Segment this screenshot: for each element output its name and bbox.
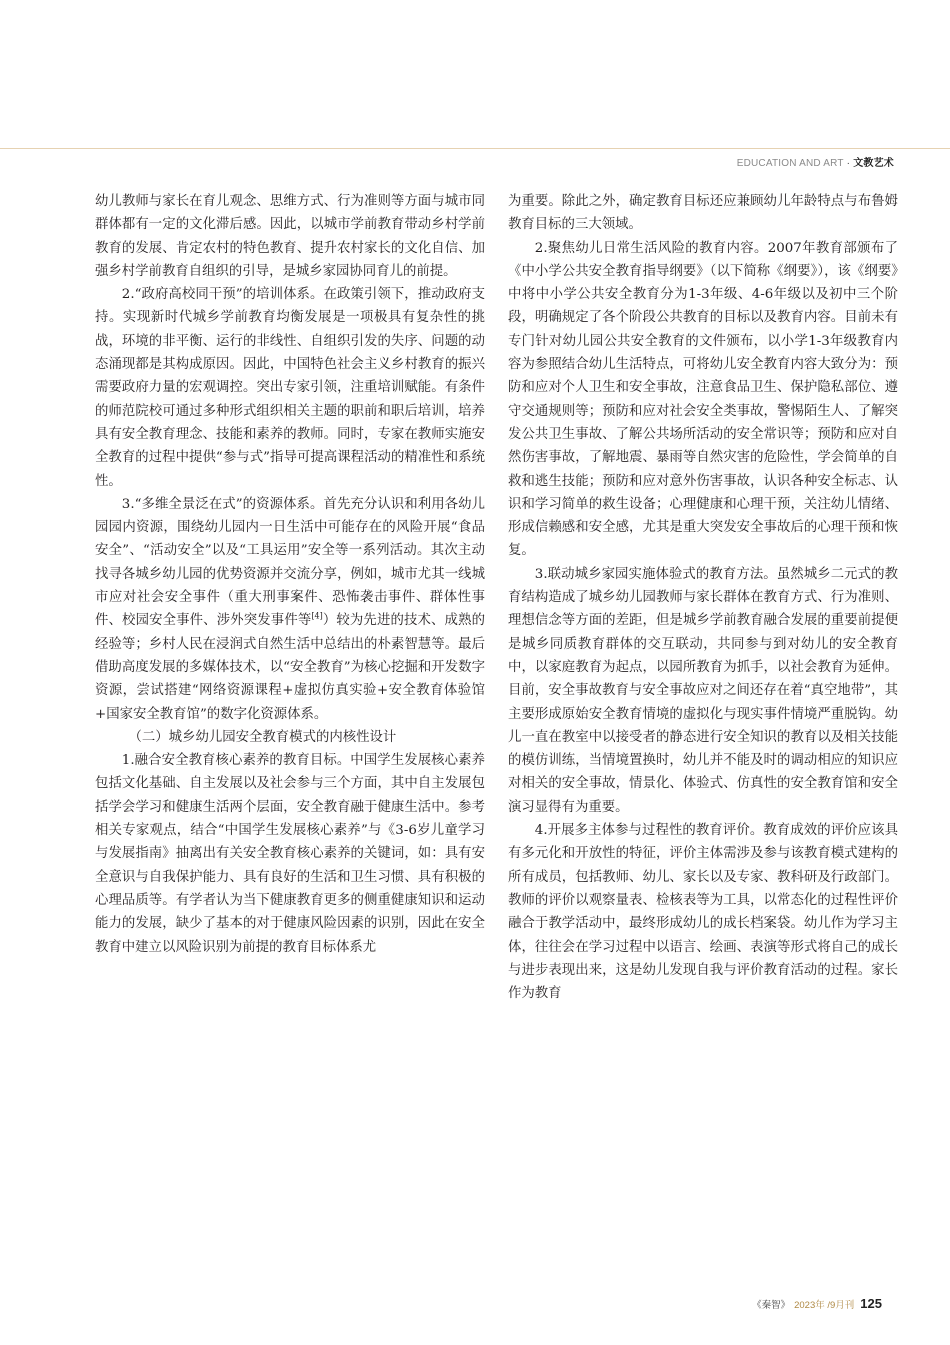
- header-section: 文教艺术: [853, 158, 894, 169]
- paragraph: 2.聚焦幼儿日常生活风险的教育内容。2007年教育部颁布了《中小学公共安全教育指导纲要》（以下简称《纲要》），该《纲要》中将中小学公共安全教育分为1-3年级、4-6年级以及初中三个阶段，明确规定了各个阶段公共教育的目标以及教育内容。目前未有专门针对幼儿园公共安全教育的文件颁布，以小学1-3年级教育内容为参照结合幼儿生活特点，可将幼儿安全教育内容大致分为：预防和应对个人卫生和安全事故，注意食品卫生、保护隐私部位、遵守交通规则等；预防和应对社会安全类事故，警惕陌生人、了解突发公共卫生事故、了解公共场所活动的安全常识等；预防和应对自然伤害事故，了解地震、暴雨等自然灾害的危险性，学会简单的自救和逃生技能；预防和应对意外伤害事故，认识各种安全标志、认识和学习简单的救生设备；心理健康和心理干预，关注幼儿情绪、形成信赖感和安全感，尤其是重大突发安全事故后的心理干预和恢复。: [508, 240, 898, 559]
- issue-date: 2023年 /9月刊: [794, 1300, 855, 1311]
- header-separator: ·: [846, 158, 851, 169]
- paragraph: 为重要。除此之外，确定教育目标还应兼顾幼儿年龄特点与布鲁姆教育目标的三大领域。: [508, 194, 898, 233]
- right-column: [508, 190, 898, 1005]
- paragraph: [95, 493, 485, 726]
- journal-name: 《秦智》: [752, 1300, 791, 1311]
- paragraph-text: ）较为先进的技术、成熟的经验等；乡村人民在浸润式自然生活中总结出的朴素智慧等。最后借助高度发展的多媒体技术，以“安全教育”为核心挖掘和开发数字资源，尝试搭建“网络资源课程+虚拟仿真实验+安全教育体验馆+国家安全教育馆”的数字化资源体系。: [95, 613, 485, 722]
- paragraph: 2.“政府高校同干预”的培训体系。在政策引领下，推动政府支持。实现新时代城乡学前教育均衡发展是一项极具有复杂性的挑战，环境的非平衡、运行的非线性、自组织引发的失序、问题的动态涌现都是其构成原因。因此，中国特色社会主义乡村教育的振兴需要政府力量的宏观调控。突出专家引领，注重培训赋能。有条件的师范院校可通过多种形式组织相关主题的职前和职后培训，培养具有安全教育理念、技能和素养的教师。同时，专家在教师实施安全教育的过程中提供“参与式”指导可提高课程活动的精准性和系统性。: [95, 287, 485, 489]
- paragraph: 4.开展多主体参与过程性的教育评价。教育成效的评价应该具有多元化和开放性的特征，评价主体需涉及参与该教育模式建构的所有成员，包括教师、幼儿、家长以及专家、教科研及行政部门。教师的评价以观察量表、检核表等为工具，以常态化的过程性评价融合于教学活动中，最终形成幼儿的成长档案袋。幼儿作为学习主体，往往会在学习过程中以语言、绘画、表演等形式将自己的成长与进步表现出来，这是幼儿发现自我与评价教育活动的过程。家长作为教育: [508, 823, 898, 1002]
- page-footer: [752, 1296, 882, 1311]
- page-number: 125: [860, 1296, 882, 1311]
- paragraph-text: 3.“多维全景泛在式”的资源体系。首先充分认识和利用各幼儿园园内资源，围绕幼儿园内一日生活中可能存在的风险开展“食品安全”、“活动安全”以及“工具运用”安全等一系列活动。其次主动找寻各城乡幼儿园的优势资源并交流分享，例如，城市尤其一线城市应对社会安全事件（重大刑事案件、恐怖袭击事件、群体性事件、校园安全事件、涉外突发事件等: [95, 496, 485, 629]
- paragraph: 幼儿教师与家长在育儿观念、思维方式、行为准则等方面与城市同群体都有一定的文化滞后感。因此，以城市学前教育带动乡村学前教育的发展、肯定农村的特色教育、提升农村家长的文化自信、加强乡村学前教育自组织的引导，是城乡家园协同育儿的前提。: [95, 194, 485, 279]
- section-subheading: （二）城乡幼儿园安全教育模式的内核性设计: [128, 729, 397, 745]
- paragraph: 1.融合安全教育核心素养的教育目标。中国学生发展核心素养包括文化基础、自主发展以及社会参与三个方面，其中自主发展包括学会学习和健康生活两个层面，安全教育融于健康生活中。参考相关专家观点，结合“中国学生发展核心素养”与《3-6岁儿童学习与发展指南》抽离出有关安全教育核心素养的关键词，如：具有安全意识与自我保护能力、具有良好的生活和卫生习惯、具有积极的心理品质等。有学者认为当下健康教育更多的侧重健康知识和运动能力的发展，缺少了基本的对于健康风险因素的识别，因此在安全教育中建立以风险识别为前提的教育目标体系尤: [95, 753, 485, 955]
- left-column: [95, 190, 485, 959]
- header-english: EDUCATION AND ART: [736, 158, 844, 169]
- header-rule: [0, 148, 950, 149]
- running-header: [737, 154, 894, 169]
- citation-reference: [4]: [311, 611, 323, 621]
- paragraph: 3.联动城乡家园实施体验式的教育方法。虽然城乡二元式的教育结构造成了城乡幼儿园教师与家长群体在教育方式、行为准则、理想信念等方面的差距，但是城乡学前教育融合发展的重要前提便是城乡同质教育群体的交互联动，共同参与到对幼儿的安全教育中，以家庭教育为起点，以园所教育为抓手，以社会教育为延伸。目前，安全事故教育与安全事故应对之间还存在着“真空地带”，其主要形成原始安全教育情境的虚拟化与现实事件情境严重脱钩。幼儿一直在教室中以接受者的静态进行安全知识的教育以及相关技能的模仿训练，当情境置换时，幼儿并不能及时的调动相应的知识应对相关的安全事故，情景化、体验式、仿真性的安全教育馆和安全演习显得有为重要。: [508, 566, 898, 815]
